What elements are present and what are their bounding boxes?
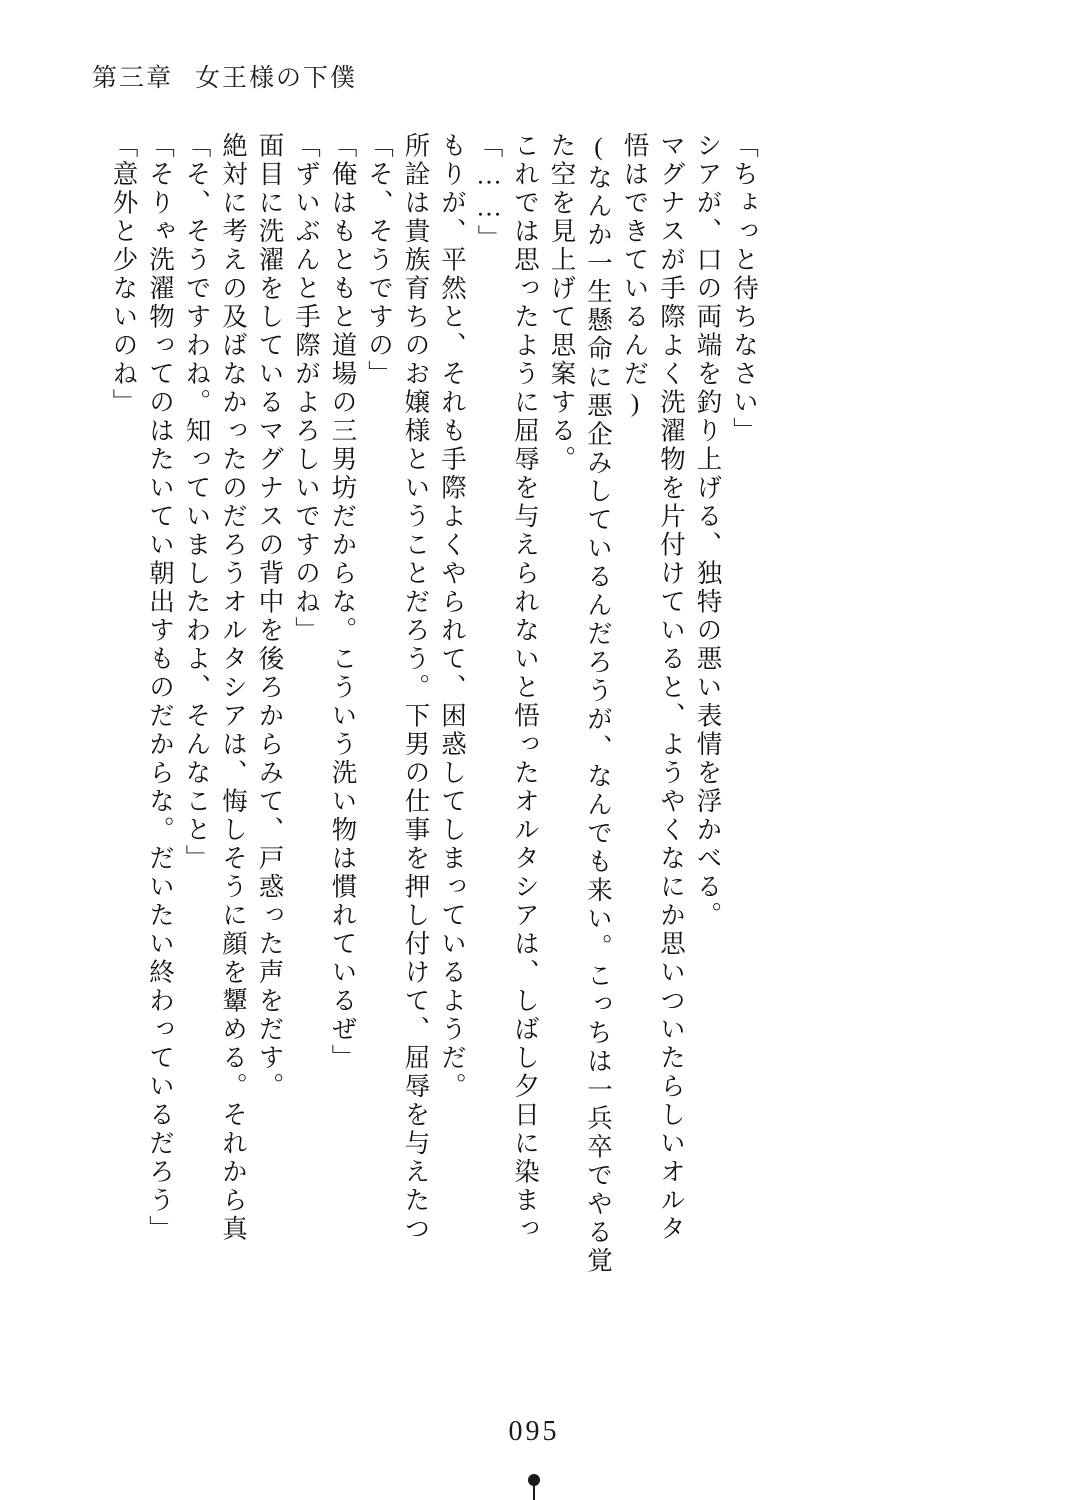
- text-column: シアが、口の両端を釣り上げる、独特の悪い表情を浮かべる。: [693, 132, 723, 930]
- body-text-block: [100, 132, 980, 1372]
- text-column: 「俺はもともと道場の三男坊だからな。こういう洗い物は慣れているぜ」: [328, 132, 358, 1073]
- text-column: もりが、平然と、それも手際よくやられて、困惑してしまっているようだ。: [438, 132, 467, 1101]
- text-column: 「ずいぶんと手際がよろしいですのね」: [292, 132, 321, 645]
- chapter-title: 女王様の下僕: [195, 65, 358, 92]
- text-column: た空を見上げて思案する。: [547, 132, 577, 474]
- chapter-number: 第三章: [92, 65, 174, 92]
- text-column: 「そ、そうですの」: [365, 132, 394, 389]
- text-column: 悟はできているんだ): [620, 132, 650, 421]
- page-number: 095: [508, 1416, 560, 1447]
- text-column: 「意外と少ないのね」: [109, 132, 139, 417]
- text-column: 面目に洗濯をしているマグナスの背中を後ろからみて、戸惑った声をだす。: [255, 132, 285, 1101]
- text-column: 「……」: [474, 132, 504, 253]
- text-column: 所詮は貴族育ちのお嬢様ということだろう。下男の仕事を押し付けて、屈辱を与えたつ: [401, 132, 431, 1244]
- text-column: マグナスが手際よく洗濯物を片付けていると、ようやくなにか思いついたらしいオルタ: [657, 132, 686, 1244]
- running-header: [92, 58, 357, 94]
- text-column: 「ちょっと待ちなさい」: [730, 132, 759, 446]
- text-column: 「そりゃ洗濯物ってのはたいてい朝出すものだからな。だいたい終わっているだろう」: [146, 132, 175, 1244]
- text-column: これでは思ったように屈辱を与えられないと悟ったオルタシアは、しばし夕日に染まっ: [511, 132, 540, 1244]
- text-column: (なんか一生懸命に悪企みしているんだろうが、なんでも来い。こっちは一兵卒でやる覚: [584, 132, 613, 1276]
- folio-stem-icon: [533, 1484, 535, 1500]
- text-column: 絶対に考えの及ばなかったのだろうオルタシアは、悔しそうに顔を顰める。それから真: [219, 132, 248, 1244]
- text-column: 「そ、そうですわね。知っていましたわよ、そんなこと」: [182, 132, 212, 873]
